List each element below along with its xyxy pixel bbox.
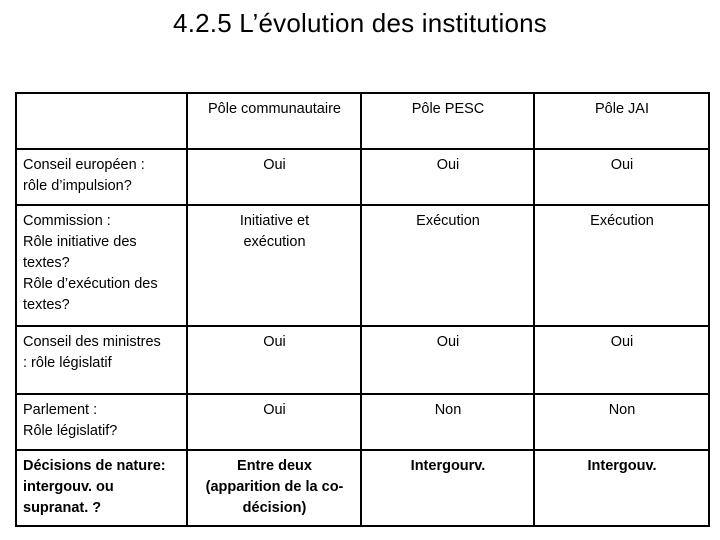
cell-communautaire [187,205,361,326]
cell-line: exécution [243,234,306,250]
cell-jai [534,450,709,526]
label-line: Rôle d’exécution des [23,276,158,292]
col-header-jai: Pôle JAI [534,93,709,149]
cell-line: Oui [436,334,460,350]
cell-pesc [361,450,534,526]
cell-line: Initiative et [239,213,310,229]
corner-cell [16,93,187,149]
page-title: 4.2.5 L’évolution des institutions [173,8,547,38]
cell-pesc [361,149,534,205]
cell-line: Exécution [590,213,654,229]
table-row [16,450,709,526]
row-label-decisions [16,450,187,526]
cell-communautaire [187,326,361,394]
label-line: rôle d’impulsion? [23,178,132,194]
cell-line: Non [434,402,462,418]
cell-pesc [361,326,534,394]
cell-line: Intergourv. [410,458,486,474]
label-line: Rôle législatif? [23,423,118,439]
cell-jai [534,149,709,205]
cell-line: Oui [610,334,634,350]
cell-communautaire [187,149,361,205]
row-label-conseil-ministres [16,326,187,394]
cell-line: Entre deux [237,458,312,474]
cell-jai [534,394,709,450]
cell-line: décision) [242,500,307,516]
cell-line: (apparition de la co- [205,479,344,495]
cell-line: Oui [436,157,460,173]
cell-line: Oui [610,157,634,173]
institutions-table [15,92,710,527]
cell-communautaire [187,450,361,526]
label-line: intergouv. ou [23,479,114,495]
table-row [16,205,709,326]
col-header-pesc: Pôle PESC [361,93,534,149]
label-line: Parlement : [23,402,98,418]
cell-line: Non [608,402,636,418]
cell-pesc [361,205,534,326]
table-row [16,149,709,205]
cell-jai [534,205,709,326]
cell-line: Oui [263,402,286,418]
row-label-commission [16,205,187,326]
cell-jai [534,326,709,394]
cell-communautaire [187,394,361,450]
cell-line: Oui [263,157,286,173]
label-line: : rôle législatif [23,355,112,371]
label-line: supranat. ? [23,500,102,516]
label-line: Conseil des ministres [23,334,161,350]
label-line: Conseil européen : [23,157,145,173]
cell-pesc [361,394,534,450]
label-line: Commission : [23,213,111,229]
label-line: textes? [23,297,70,313]
table-row [16,326,709,394]
label-line: Rôle initiative des [23,234,137,250]
col-header-communautaire: Pôle communautaire [187,93,361,149]
label-line: textes? [23,255,70,271]
cell-line: Exécution [416,213,480,229]
table-row [16,394,709,450]
cell-line: Oui [263,334,286,350]
label-line: Décisions de nature: [23,458,166,474]
cell-line: Intergouv. [587,458,657,474]
header-row [16,93,709,149]
row-label-conseil-europeen [16,149,187,205]
row-label-parlement [16,394,187,450]
